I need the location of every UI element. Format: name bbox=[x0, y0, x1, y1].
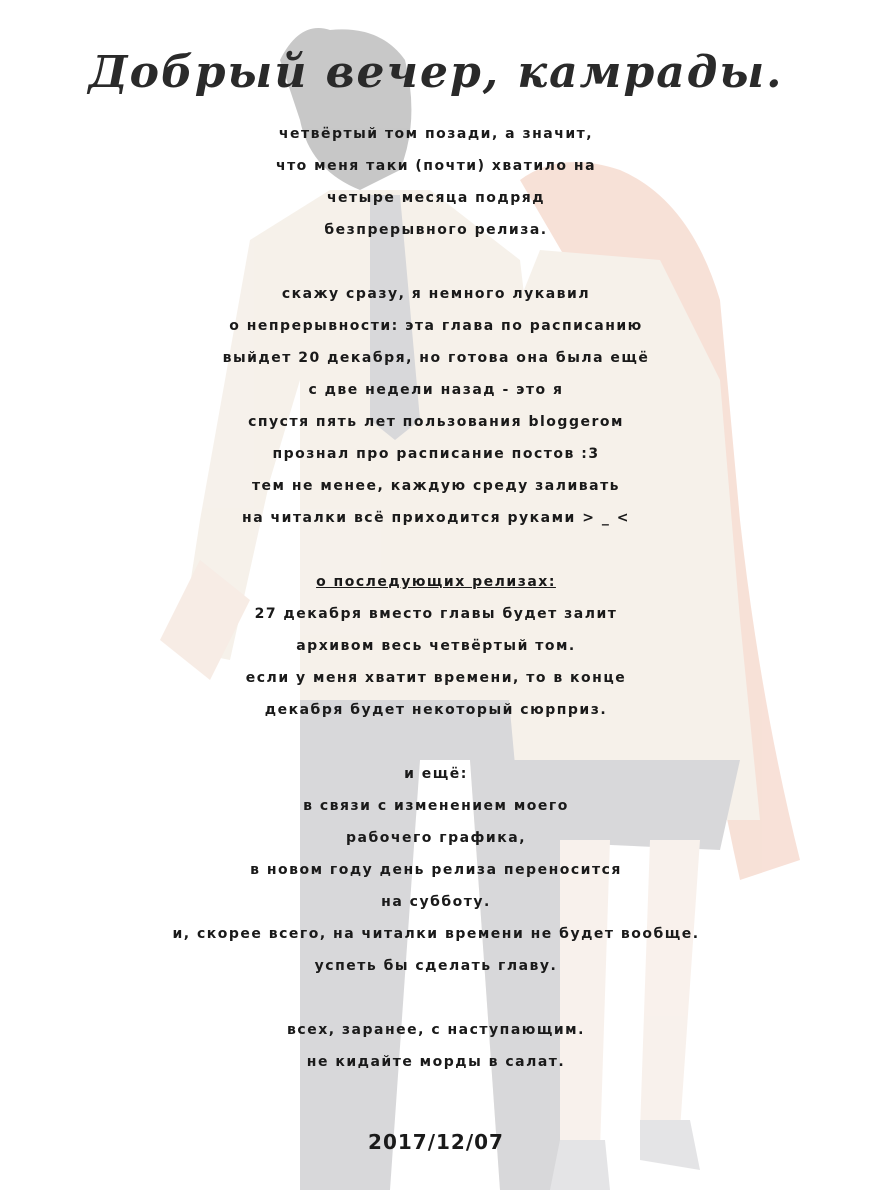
text-line: если у меня хватит времени, то в конце bbox=[245, 670, 627, 686]
page-title: Добрый вечер, камрады. bbox=[88, 47, 784, 99]
text-line: четвёртый том позади, а значит, bbox=[278, 126, 594, 142]
text-line: выйдет 20 декабря, но готова она была ещё bbox=[222, 350, 650, 366]
paragraph-volume-done bbox=[0, 118, 872, 246]
text-line: успеть бы сделать главу. bbox=[314, 958, 558, 974]
section-heading: о последующих релизах: bbox=[316, 574, 556, 590]
text-line: о непрерывности: эта глава по расписанию bbox=[229, 318, 643, 334]
paragraph-and-also bbox=[0, 758, 872, 982]
text-line: прознал про расписание постов :3 bbox=[272, 446, 600, 462]
date-stamp: 2017/12/07 bbox=[368, 1130, 504, 1154]
section-heading: и ещё: bbox=[404, 766, 468, 782]
text-line: на субботу. bbox=[381, 894, 491, 910]
text-line: скажу сразу, я немного лукавил bbox=[281, 286, 591, 302]
paragraph-schedule-note bbox=[0, 278, 872, 534]
text-line: на читалки всё приходится руками > _ < bbox=[242, 510, 630, 526]
paragraph-greetings bbox=[0, 1014, 872, 1078]
text-line: и, скорее всего, на читалки времени не будет вообще. bbox=[172, 926, 700, 942]
text-line: рабочего графика, bbox=[345, 830, 527, 846]
body-text bbox=[0, 118, 872, 1110]
text-line: тем не менее, каждую среду заливать bbox=[251, 478, 621, 494]
text-line: всех, заранее, с наступающим. bbox=[287, 1022, 585, 1038]
text-line: архивом весь четвёртый том. bbox=[296, 638, 576, 654]
text-line: четыре месяца подряд bbox=[326, 190, 546, 206]
paragraph-upcoming-releases bbox=[0, 566, 872, 726]
text-line: не кидайте морды в салат. bbox=[306, 1054, 566, 1070]
text-line: в новом году день релиза переносится bbox=[250, 862, 622, 878]
text-line: в связи с изменением моего bbox=[303, 798, 569, 814]
text-line: безпрерывного релиза. bbox=[324, 222, 548, 238]
text-line: с две недели назад - это я bbox=[308, 382, 564, 398]
text-line: 27 декабря вместо главы будет залит bbox=[254, 606, 618, 622]
text-line: спустя пять лет пользования bloggerом bbox=[248, 414, 624, 430]
text-line: декабря будет некоторый сюрприз. bbox=[264, 702, 608, 718]
text-line: что меня таки (почти) хватило на bbox=[275, 158, 597, 174]
